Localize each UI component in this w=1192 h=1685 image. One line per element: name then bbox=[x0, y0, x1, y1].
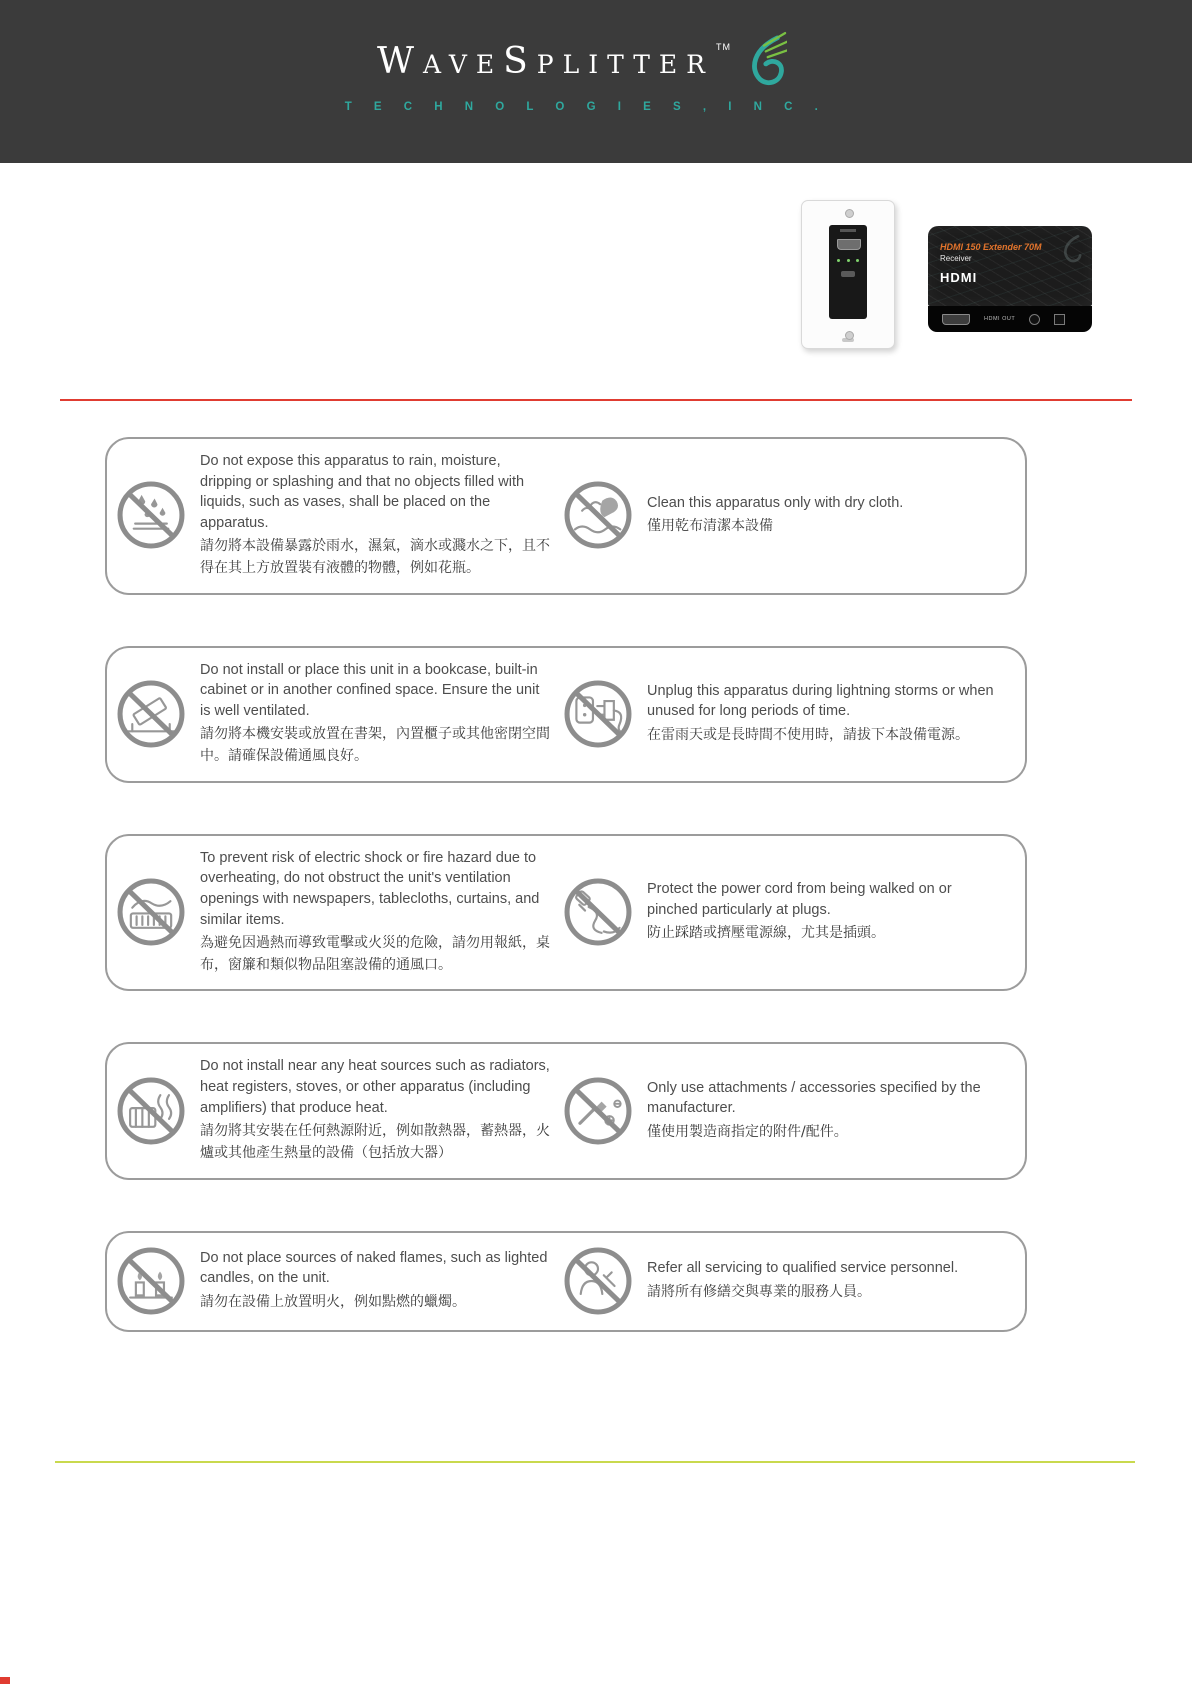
wall-plate-port-panel bbox=[829, 225, 867, 319]
warning-text-en: To prevent risk of electric shock or fire hazard due to overheating, do not obstruct the unit's ventilation openings with newspapers, tablecloths, curtains, and similar items. bbox=[200, 849, 540, 928]
warning-box bbox=[105, 646, 1027, 783]
warning-text-zh: 僅使用製造商指定的附件/配件。 bbox=[647, 1123, 848, 1140]
warning-text-zh: 為避免因過熱而導致電擊或火災的危險，請勿用報紙，桌布，窗簾和類似物品阻塞設備的通風口。 bbox=[200, 935, 550, 973]
warning-item bbox=[562, 848, 1009, 977]
warning-box bbox=[105, 1231, 1027, 1332]
qualified-service-icon bbox=[562, 1245, 634, 1317]
extender-receiver-label: Receiver bbox=[940, 254, 972, 263]
brand-wordmark: WaveSplitter bbox=[377, 41, 714, 82]
green-divider bbox=[55, 1461, 1135, 1463]
warning-box bbox=[105, 437, 1027, 595]
warning-box bbox=[105, 834, 1027, 992]
unplug-lightning-icon bbox=[562, 678, 634, 750]
warning-text-en: Do not expose this apparatus to rain, moisture, dripping or splashing and that no objects filled with liquids, such as vases, shall be placed on the apparatus. bbox=[200, 453, 525, 531]
optical-port-icon bbox=[1054, 314, 1065, 325]
warning-text-zh: 請勿將本設備暴露於雨水，濕氣，滴水或濺水之下，且不得在其上方放置裝有液體的物體，例如花瓶。 bbox=[200, 538, 550, 576]
warning-text-en: Unplug this apparatus during lightning storms or when unused for long periods of time. bbox=[647, 682, 994, 720]
warning-box bbox=[105, 1042, 1027, 1179]
warning-text-en: Protect the power cord from being walked on or pinched particularly at plugs. bbox=[647, 881, 952, 918]
safety-warnings bbox=[105, 437, 1027, 1383]
warning-item bbox=[115, 848, 562, 977]
warning-item bbox=[562, 1245, 1009, 1317]
port-label-strip bbox=[840, 229, 856, 232]
hdmi-port-icon bbox=[837, 239, 861, 250]
red-corner-mark bbox=[0, 1677, 10, 1684]
no-confined-space-icon bbox=[115, 678, 187, 750]
warning-item bbox=[115, 660, 562, 768]
brand-subtitle: T E C H N O L O G I E S , I N C . bbox=[344, 101, 828, 113]
usb-port-icon bbox=[841, 271, 855, 277]
approved-accessories-icon bbox=[562, 1075, 634, 1147]
warning-text-en: Only use attachments / accessories specified by the manufacturer. bbox=[647, 1079, 981, 1117]
hdmi-out-label: HDMI OUT bbox=[984, 316, 1016, 322]
warning-item bbox=[115, 451, 562, 580]
wavesplitter-logo bbox=[0, 41, 1192, 113]
warning-item bbox=[115, 1245, 562, 1317]
warning-text-en: Do not place sources of naked flames, such as lighted candles, on the unit. bbox=[200, 1249, 548, 1287]
header-band bbox=[0, 0, 1192, 163]
warning-item bbox=[562, 451, 1009, 580]
extender-model-label: HDMI 150 Extender 70M bbox=[940, 242, 1042, 252]
dry-cloth-only-icon bbox=[562, 479, 634, 551]
trademark-symbol: TM bbox=[715, 42, 731, 52]
hdmi-logo: HDMI bbox=[940, 270, 978, 285]
hdmi-extender-product-image bbox=[928, 226, 1092, 334]
red-divider bbox=[60, 399, 1132, 401]
audio-jack-icon bbox=[1029, 314, 1040, 325]
warning-text-en: Clean this apparatus only with dry cloth. bbox=[647, 494, 904, 511]
warning-item bbox=[115, 1056, 562, 1164]
hdmi-out-port-icon bbox=[942, 314, 970, 325]
warning-text-zh: 請勿在設備上放置明火，例如點燃的蠟燭。 bbox=[200, 1293, 466, 1310]
logo-swoosh-icon bbox=[735, 30, 787, 92]
wall-plate-product-image bbox=[801, 200, 895, 349]
screw-icon bbox=[845, 209, 854, 218]
no-liquids-icon bbox=[115, 479, 187, 551]
warning-text-zh: 在雷雨天或是長時間不使用時，請拔下本設備電源。 bbox=[647, 726, 969, 743]
led-indicators bbox=[837, 259, 859, 262]
extender-front-face bbox=[928, 306, 1092, 332]
warning-item bbox=[562, 1056, 1009, 1164]
warning-text-en: Do not install or place this unit in a bookcase, built-in cabinet or in another confined space. Ensure the unit is well ventilated. bbox=[200, 661, 540, 719]
warning-text-en: Do not install near any heat sources such as radiators, heat registers, stoves, or other apparatus (including amplifiers) that produce heat. bbox=[200, 1058, 550, 1116]
warning-item bbox=[562, 660, 1009, 768]
warning-text-zh: 僅用乾布清潔本設備 bbox=[647, 518, 773, 535]
no-heat-sources-icon bbox=[115, 1075, 187, 1147]
extender-top-face bbox=[928, 226, 1092, 306]
screw-icon bbox=[845, 331, 854, 340]
protect-power-cord-icon bbox=[562, 876, 634, 948]
warning-text-zh: 防止踩踏或擠壓電源線，尤其是插頭。 bbox=[647, 925, 885, 942]
no-vent-obstruction-icon bbox=[115, 876, 187, 948]
warning-text-zh: 請將所有修繕交與專業的服務人員。 bbox=[647, 1283, 871, 1300]
no-open-flames-icon bbox=[115, 1245, 187, 1317]
warning-text-zh: 請勿將其安裝在任何熱源附近，例如散熱器，蓄熱器，火爐或其他產生熱量的設備（包括放大器） bbox=[200, 1123, 550, 1161]
warning-text-en: Refer all servicing to qualified service personnel. bbox=[647, 1259, 959, 1276]
extender-swoosh-icon bbox=[1054, 232, 1084, 266]
warning-text-zh: 請勿將本機安裝或放置在書架，內置櫃子或其他密閉空間中。請確保設備通風良好。 bbox=[200, 726, 550, 765]
